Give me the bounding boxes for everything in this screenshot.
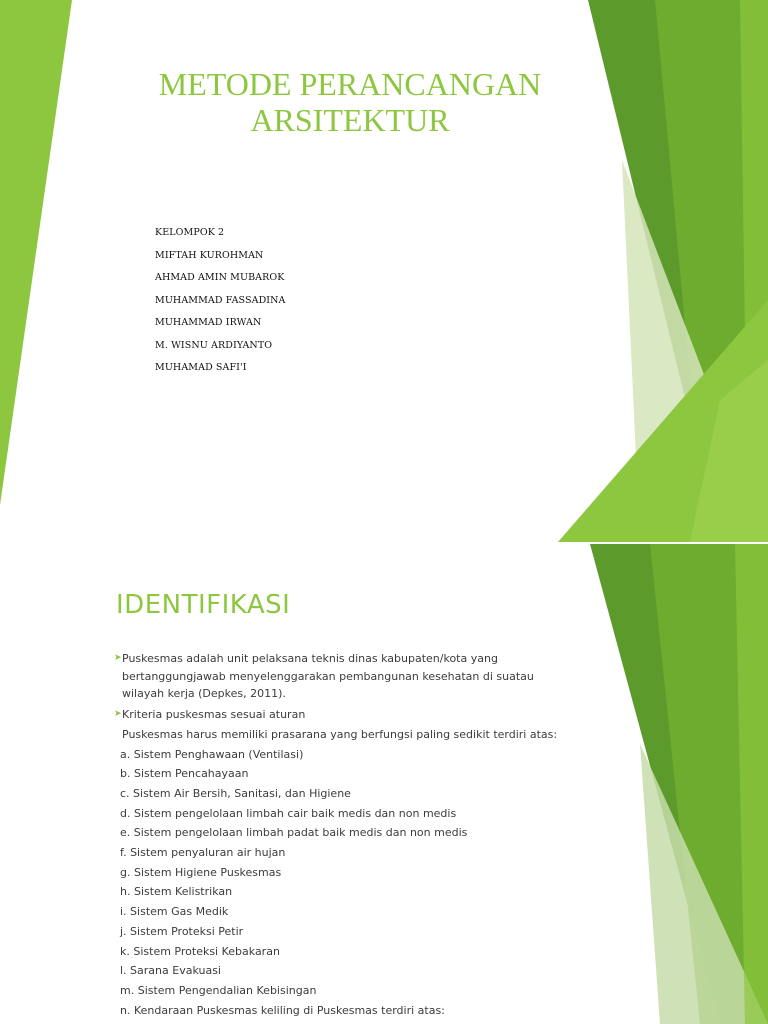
list-item: MIFTAH KUROHMAN (155, 249, 264, 261)
list-item: M. WISNU ARDIYANTO (155, 339, 273, 351)
list-item: l. Sarana Evakuasi (120, 964, 221, 978)
list-item: j. Sistem Proteksi Petir (120, 924, 244, 938)
member-list (155, 222, 286, 380)
bullet-text: Puskesmas adalah unit pelaksana teknis dinas kabupaten/kota yang bertanggungjawab menyelenggarakan pembangunan kesehatan di suatau wilayah kerja (Depkes, 2011). (122, 652, 534, 700)
list-item: MUHAMAD SAFI'I (155, 362, 247, 373)
list-item: a. Sistem Penghawaan (Ventilasi) (120, 747, 304, 761)
list-item: i. Sistem Gas Medik (120, 905, 229, 919)
list-item: AHMAD AMIN MUBAROK (155, 272, 285, 283)
list-item: b. Sistem Pencahayaan (120, 767, 249, 781)
page-title: METODE PERANCANGAN ARSITEKTUR (158, 66, 542, 138)
intro-text: Puskesmas harus memiliki prasarana yang berfungsi paling sedikit terdiri atas: (122, 728, 558, 741)
bullet-paragraph (114, 706, 574, 724)
left-triangle-shape (0, 0, 72, 505)
slide-identifikasi (0, 544, 768, 1024)
arrow-bullet-icon: ➤ (114, 653, 122, 663)
bullet-paragraph (114, 650, 574, 703)
list-item: g. Sistem Higiene Puskesmas (120, 865, 282, 879)
list-item: n. Kendaraan Puskesmas keliling di Puskesmas terdiri atas: (120, 1003, 445, 1017)
slide-body (114, 650, 574, 1020)
list-item: m. Sistem Pengendalian Kebisingan (120, 983, 317, 997)
slide-heading: IDENTIFIKASI (116, 590, 291, 620)
list-item: k. Sistem Proteksi Kebakaran (120, 944, 280, 958)
list-item: MUHAMMAD IRWAN (155, 317, 262, 328)
list-item: e. Sistem pengelolaan limbah padat baik medis dan non medis (120, 826, 468, 840)
arrow-bullet-icon: ➤ (114, 708, 122, 719)
list-item: c. Sistem Air Bersih, Sanitasi, dan Higiene (120, 786, 351, 800)
list-item: MUHAMMAD FASSADINA (155, 294, 286, 306)
list-item: d. Sistem pengelolaan limbah cair baik medis dan non medis (120, 806, 457, 820)
list-item: f. Sistem penyaluran air hujan (120, 846, 286, 860)
bullet-text: Kriteria puskesmas sesuai aturan (122, 707, 306, 721)
list-item: KELOMPOK 2 (155, 227, 225, 238)
list-item: h. Sistem Kelistrikan (120, 885, 233, 899)
criteria-list (114, 745, 574, 1021)
